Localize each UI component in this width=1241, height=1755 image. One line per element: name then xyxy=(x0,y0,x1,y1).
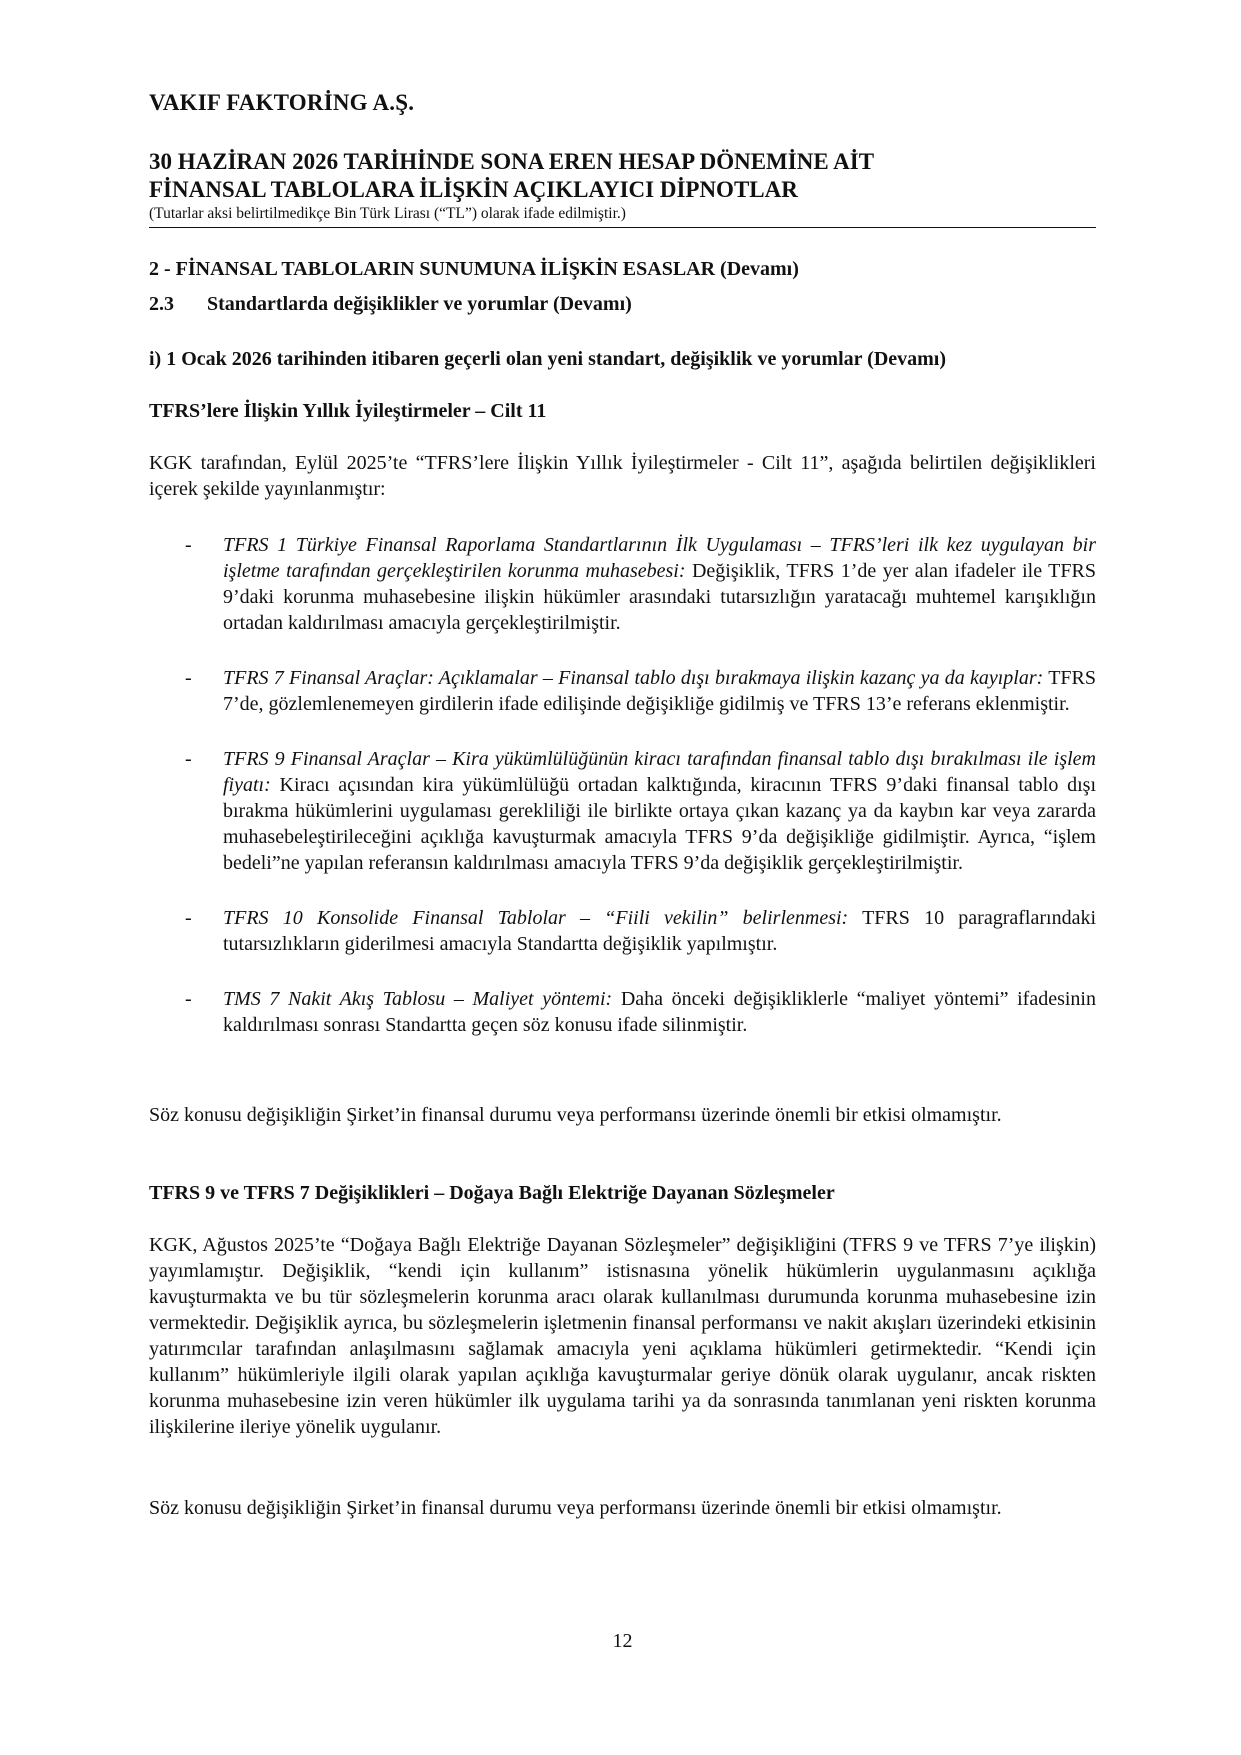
list-item-title: TFRS 9 Finansal Araçlar – Kira yükümlülüğünün kiracı tarafından finansal tablo dışı bırakılması ile işlem fiyatı: xyxy=(223,748,1096,796)
header-divider xyxy=(149,227,1096,228)
section-heading: 2 - FİNANSAL TABLOLARIN SUNUMUNA İLİŞKİN ESASLAR (Devamı) xyxy=(149,258,799,280)
list-item-title: TFRS 1 Türkiye Finansal Raporlama Standartlarının İlk Uygulaması – TFRS’leri ilk kez uygulayan bir işletme tarafından gerçekleştirilen korunma muhasebesi: xyxy=(223,534,1096,582)
list-item-text: TFRS 7’de, gözlemlenemeyen girdilerin ifade edilişinde değişikliğe gidilmiş ve TFRS 13’e referans eklenmiştir. xyxy=(223,667,1096,715)
list-item-title: TFRS 7 Finansal Araçlar: Açıklamalar – Finansal tablo dışı bırakmaya ilişkin kazanç ya da kayıplar: xyxy=(223,667,1044,689)
report-title xyxy=(149,148,874,204)
topic-body-paragraph: KGK, Ağustos 2025’te “Doğaya Bağlı Elektriğe Dayanan Sözleşmeler” değişikliğini (TFRS 9 ve TFRS 7’ye ilişkin) yayımlamıştır. Değişiklik, “kendi için kullanım” istisnasına yönelik hükümlerin uygulanmasını açıklığa kavuşturmakta ve bu tür sözleşmelerin korunma aracı olarak kullanılması durumunda korunma muhasebesine izin vermektedir. Değişiklik ayrıca, bu sözleşmelerin işletmenin finansal performansı ve nakit akışları üzerindeki etkisinin yatırımcılar tarafından anlaşılmasını sağlamak amacıyla yeni açıklama hükümleri getirmektedir. “Kendi için kullanım” hükümleriyle ilgili olarak yapılan açıklığa kavuşturmalar geriye dönük olarak uygulanır, ancak riskten korunma muhasebesine izin veren hükümler ilk uygulama tarihi ya da sonrasında tanımlanan yeni riskten korunma ilişkilerine ileriye yönelik uygulanır. xyxy=(149,1234,1096,1438)
subsection-title: Standartlarda değişiklikler ve yorumlar (Devamı) xyxy=(207,293,632,315)
topic-conclusion-paragraph: Söz konusu değişikliğin Şirket’in finansal durumu veya performansı üzerinde önemli bir etkisi olmamıştır. xyxy=(149,1497,1002,1519)
list-item-text: Kiracı açısından kira yükümlülüğü ortadan kalktığında, kiracının TFRS 9’daki finansal tablo dışı bırakma hükümlerini uygulaması gerekliliği ile birlikte ortaya çıkan kazanç ya da kaybın kar veya zararda muhasebeleştirileceğini açıklığa kavuşturmak amacıyla TFRS 9’da değişikliğe gidilmiştir. Ayrıca, “işlem bedeli”ne yapılan referansın kaldırılması amacıyla TFRS 9’da değişiklik gerçekleştirilmiştir. xyxy=(223,774,1096,874)
list-item-title: TFRS 10 Konsolide Finansal Tablolar – “Fiili vekilin” belirlenmesi: xyxy=(223,907,849,929)
list-item xyxy=(149,905,1096,957)
amendments-list xyxy=(149,532,1096,1067)
list-item xyxy=(149,746,1096,876)
subsection-number: 2.3 xyxy=(149,293,174,315)
topic-heading-electricity-contracts: TFRS 9 ve TFRS 7 Değişiklikleri – Doğaya Bağlı Elektriğe Dayanan Sözleşmeler xyxy=(149,1182,835,1204)
topic-conclusion-paragraph: Söz konusu değişikliğin Şirket’in finansal durumu veya performansı üzerinde önemli bir etkisi olmamıştır. xyxy=(149,1104,1002,1126)
list-dash: - xyxy=(185,667,192,689)
part-heading: i) 1 Ocak 2026 tarihinden itibaren geçerli olan yeni standart, değişiklik ve yorumlar (Devamı) xyxy=(149,348,947,370)
list-dash: - xyxy=(185,748,192,770)
list-item xyxy=(149,665,1096,717)
list-item-text: TFRS 10 paragraflarındaki tutarsızlıkların giderilmesi amacıyla Standartta değişiklik yapılmıştır. xyxy=(223,907,1097,955)
report-title-line-1: 30 HAZİRAN 2026 TARİHİNDE SONA EREN HESAP DÖNEMİNE AİT xyxy=(149,149,875,174)
list-dash: - xyxy=(185,988,192,1010)
document-page xyxy=(149,0,1096,1755)
company-name: VAKIF FAKTORİNG A.Ş. xyxy=(149,90,415,115)
list-item-text: Daha önceki değişikliklerle “maliyet yöntemi” ifadesinin kaldırılması sonrası Standartta geçen söz konusu ifade silinmiştir. xyxy=(223,988,1096,1036)
report-title-line-2: FİNANSAL TABLOLARA İLİŞKİN AÇIKLAYICI DİPNOTLAR xyxy=(149,177,798,202)
currency-note: (Tutarlar aksi belirtilmedikçe Bin Türk Lirası (“TL”) olarak ifade edilmiştir.) xyxy=(149,205,626,222)
topic-intro-paragraph: KGK tarafından, Eylül 2025’te “TFRS’lere İlişkin Yıllık İyileştirmeler - Cilt 11”, aşağıda belirtilen değişiklikleri içerek şekilde yayınlanmıştır: xyxy=(149,452,1096,500)
page-number: 12 xyxy=(612,1630,633,1652)
list-item-title: TMS 7 Nakit Akış Tablosu – Maliyet yöntemi: xyxy=(223,988,613,1010)
list-item xyxy=(149,986,1096,1038)
list-item-text: Değişiklik, TFRS 1’de yer alan ifadeler ile TFRS 9’daki korunma muhasebesine ilişkin hükümler arasındaki tutarsızlığın yaratacağı muhtemel karışıklığın ortadan kaldırılması amacıyla gerçekleştirilmiştir. xyxy=(223,560,1096,634)
list-dash: - xyxy=(185,907,192,929)
topic-heading-annual-improvements: TFRS’lere İlişkin Yıllık İyileştirmeler – Cilt 11 xyxy=(149,400,547,422)
list-item xyxy=(149,532,1096,636)
list-dash: - xyxy=(185,534,192,556)
subsection-heading xyxy=(149,293,632,316)
